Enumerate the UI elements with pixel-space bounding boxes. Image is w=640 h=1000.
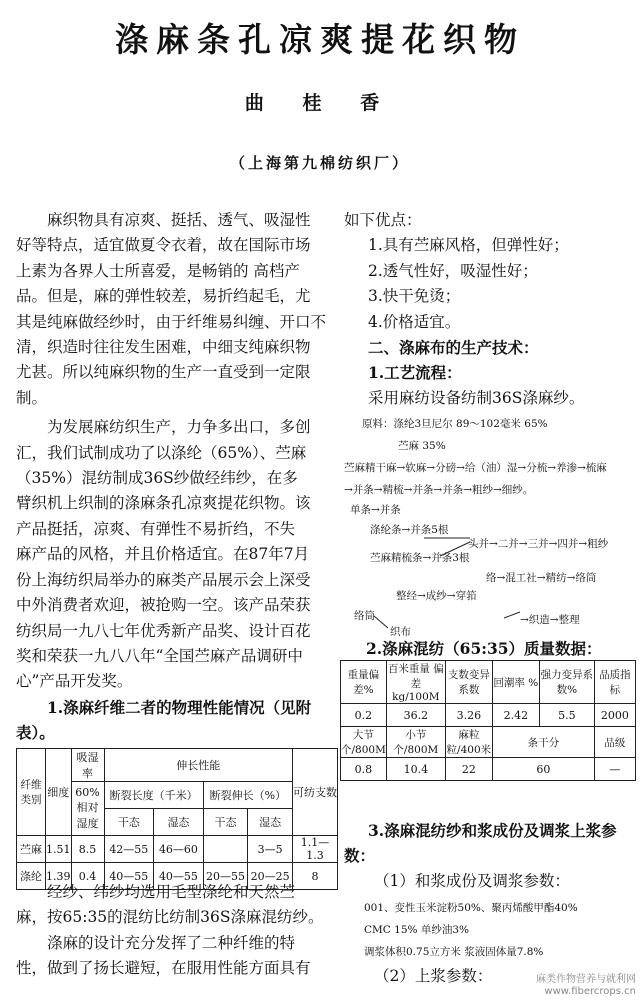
flow-line-11: →织造→整理	[520, 614, 580, 626]
th-large-slub: 大节个/800M	[341, 727, 387, 758]
flow-arrows	[344, 504, 544, 644]
th-dry: 干态	[104, 809, 154, 836]
flow-line-4: 涤纶条→并条5根	[370, 524, 449, 536]
th-strength-cv: 强力变异系数%	[539, 661, 594, 704]
th-moisture-60: 60%相对湿度	[71, 782, 104, 836]
author-name: 曲 桂 香	[244, 92, 396, 114]
th-moisture: 吸湿率	[71, 749, 104, 782]
th-fiber: 纤维类别	[17, 749, 46, 836]
flow-line-3: 单条→并条	[350, 504, 401, 516]
th-neps: 麻粒 粒/400米	[445, 727, 492, 758]
th-evenness: 条干分	[492, 727, 594, 758]
subsection-process: 1.工艺流程：	[368, 363, 462, 383]
affiliation: （上海第九棉纺织厂）	[229, 154, 410, 172]
list-item: 2.透气性好，吸湿性好；	[368, 261, 538, 280]
section-fiber-properties: 1.涤麻纤维二者的物理性能情况（见附	[47, 697, 312, 717]
table-row: 0.2 36.2 3.26 2.42 5.5 2000	[341, 704, 636, 727]
process-intro: 采用麻纺设备纺制36S涤麻纱。	[368, 388, 585, 407]
th-wet: 湿态	[154, 809, 204, 836]
recipe-line-3: 调浆体积0.75立方米 浆液固体量7.8%	[364, 946, 544, 958]
material-line-1: 原料：涤纶3旦尼尔 89～102毫米 65%	[362, 418, 548, 430]
th-quality-index: 品质指标	[594, 661, 635, 704]
advantages-list	[344, 233, 634, 335]
recipe-line-2: CMC 15% 单纱油3%	[364, 924, 469, 936]
paragraph-yarn: 经纱、纬纱均选用毛型涤纶和天然苎	[47, 883, 296, 901]
section-fiber-properties-cont: 表）。	[16, 723, 55, 743]
paragraph-development-cont: 汇，我们试制成功了以涤纶（65%）、苎麻 （35%）混纺制成36S纱做经纬纱，在多 臂织机上织制的涤麻条孔凉爽提花织物。该 产品挺括，凉爽、有弹性不易折绉，不失 麻产品的风格，并且价格适宜。在87年7月 份上海纺织局举办的麻类产品展示会上深受 中外消费者欢迎，被抢购一空。该产品荣获 纺织局一九八七年优秀新产品奖、设计百花 奖和荣获一九八八年“全国苎麻产品调研中 心”产品开发奖。	[16, 443, 311, 691]
th-fineness: 细度	[46, 749, 72, 836]
th-strength: 伸长性能	[104, 749, 293, 782]
th-break-length: 断裂长度（千米）	[104, 782, 203, 809]
flow-line-10: 织布	[390, 626, 411, 638]
list-item: 3.快干免烫；	[368, 287, 461, 306]
th-weight-dev: 重量偏差%	[341, 661, 387, 704]
left-column	[16, 208, 338, 746]
quality-data-table	[340, 660, 636, 781]
advantages-intro: 如下优点：	[344, 211, 422, 229]
paragraph-design: 涤麻的设计充分发挥了二种纤维的特	[47, 933, 296, 952]
list-item: 4.价格适宜。	[368, 312, 461, 331]
watermark: 麻类作物营养与就利网 www.fibercrops.cn	[536, 974, 636, 997]
flow-line-9: 络筒	[354, 610, 375, 622]
th-grade: 品级	[594, 727, 635, 758]
th-count-cv: 支数变异系数	[445, 661, 492, 704]
article-title: 涤麻条孔凉爽提花织物	[115, 20, 525, 59]
flow-line-6: 头并→二并→三并→四并→粗纱	[468, 538, 609, 550]
section-sizing: 3.涤麻混纺纱和浆成份及调浆上浆参 数： （1）和浆成份及调浆参数：	[344, 818, 636, 894]
flow-line-5: 苎麻精梳条→并条3根	[370, 552, 470, 564]
th-spin: 可纺支数	[293, 749, 338, 836]
table-row: 0.8 10.4 22 60 —	[341, 758, 636, 781]
th-hundred-meter: 百米重量 偏 差 kg/100M	[386, 661, 445, 704]
flow-line-8: 整经→成纱→穿筘	[396, 590, 477, 602]
flow-line-1: 苎麻精干麻→软麻→分磅→给（油）湿→分梳→养渗→梳麻	[344, 462, 607, 474]
subsection-quality: 2.涤麻混纺（65:35）质量数据：	[366, 639, 602, 658]
th-dry2: 干态	[203, 809, 248, 836]
fiber-property-table	[16, 748, 338, 890]
material-line-2: 苎麻 35%	[398, 440, 446, 452]
table-row: 苎麻 1.51 8.5 42—55 46—60 3—5 1.1—1.3	[17, 836, 338, 863]
th-moisture-regain: 回潮率 %	[492, 661, 539, 704]
paragraph-intro: 麻织物具有凉爽、挺括、透气、吸湿性	[47, 211, 311, 229]
subsection-sizing-params: （2）上浆参数：	[374, 967, 493, 985]
section-production: 二、涤麻布的生产技术：	[368, 338, 539, 358]
table-row: 涤纶 1.39 0.4 40—55 40—55 20—55 20—25 8	[17, 863, 338, 890]
th-elongation: 断裂伸长（%）	[203, 782, 292, 809]
paragraph-development: 为发展麻纺织生产，力争多出口，多创	[47, 418, 311, 437]
flow-line-2: →并条→精梳→并条→并条→粗纱→细纱。	[344, 484, 534, 496]
subsection-sizing-components: （1）和浆成份及调浆参数：	[374, 871, 570, 890]
list-item: 1.具有苎麻风格，但弹性好；	[368, 236, 569, 255]
right-column	[344, 208, 634, 411]
th-small-slub: 小节个/800M	[386, 727, 445, 758]
paragraph-intro-cont: 好等特点，适宜做夏令衣着，故在国际市场 上素为各界人士所喜爱，是畅销的 高档产 品。但是，麻的弹性较差，易折绉起毛，尤 其是纯麻做经纱时，由于纤维易纠缠、开口不 清，织造时往往发生困难，中细支纯麻织物 尤甚。所以纯麻织物的生产一直受到一定限 制。	[16, 236, 327, 407]
left-bottom-text: 经纱、纬纱均选用毛型涤纶和天然苎 麻，按65:35的混纺比纺制36S涤麻混纺纱。 涤麻的设计充分发挥了二种纤维的特 性，做到了扬长避短，在服用性能方面具有	[16, 880, 338, 982]
recipe-line-1: 001、变性玉米淀粉50%、聚丙烯酸甲酯40%	[364, 902, 578, 914]
flow-line-7: 络→混工社→精纺→络筒	[486, 572, 597, 584]
th-wet2: 湿态	[248, 809, 293, 836]
